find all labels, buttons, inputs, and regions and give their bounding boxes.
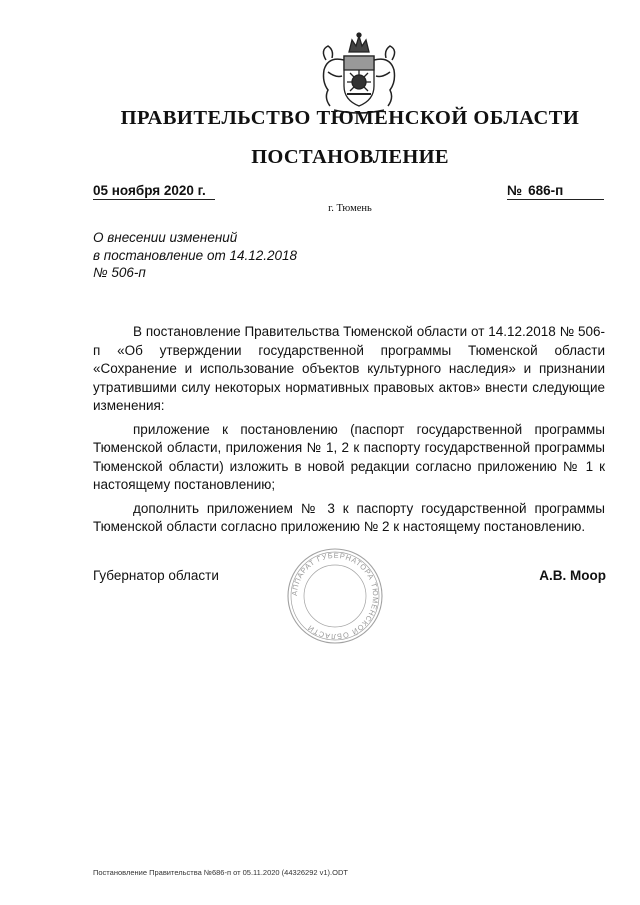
file-footer: Постановление Правительства №686-п от 05.11.2020 (44326292 v1).ODT (93, 868, 348, 877)
number-prefix: № (507, 183, 523, 198)
subject-line: в постановление от 14.12.2018 (93, 247, 298, 263)
number-value: 686-п (528, 183, 564, 198)
subject-line: № 506-п (93, 265, 146, 280)
official-stamp (286, 547, 384, 645)
organization-title: ПРАВИТЕЛЬСТВО ТЮМЕНСКОЙ ОБЛАСТИ (120, 107, 580, 129)
tyumen-coat-of-arms-icon (314, 30, 404, 116)
document-type: ПОСТАНОВЛЕНИЕ (251, 146, 449, 168)
document-subject (93, 229, 393, 282)
document-date: 05 ноября 2020 г. (93, 183, 215, 200)
body-paragraph: В постановление Правительства Тюменской области от 14.12.2018 № 506-п «Об утверждении государственной программы Тюменской области «Сохранение и использование объектов культурного наследия» и признании утратившими силу некоторых нормативных правовых актов» внести следующие изменения: (93, 324, 605, 413)
document-city: г. Тюмень (328, 203, 372, 214)
svg-text:АППАРАТ ГУБЕРНАТОРА ТЮМЕНСКОЙ (290, 551, 380, 641)
document-body (93, 323, 605, 542)
body-paragraph: дополнить приложением № 3 к паспорту государственной программы Тюменской области согласно приложению № 2 к настоящему постановлению. (93, 500, 605, 534)
signatory-name: А.В. Моор (539, 568, 606, 583)
document-number (507, 183, 604, 200)
subject-line: О внесении изменений (93, 230, 238, 245)
body-paragraph: приложение к постановлению (паспорт государственной программы Тюменской области, приложения № 1, 2 к паспорту государственной программы Тюменской области) изложить в новой редакции согласно приложению № 1 к настоящему постановлению; (93, 421, 605, 492)
stamp-text: АППАРАТ ГУБЕРНАТОРА ТЮМЕНСКОЙ ОБЛАСТИ (289, 550, 381, 642)
signatory-role: Губернатор области (93, 568, 219, 583)
